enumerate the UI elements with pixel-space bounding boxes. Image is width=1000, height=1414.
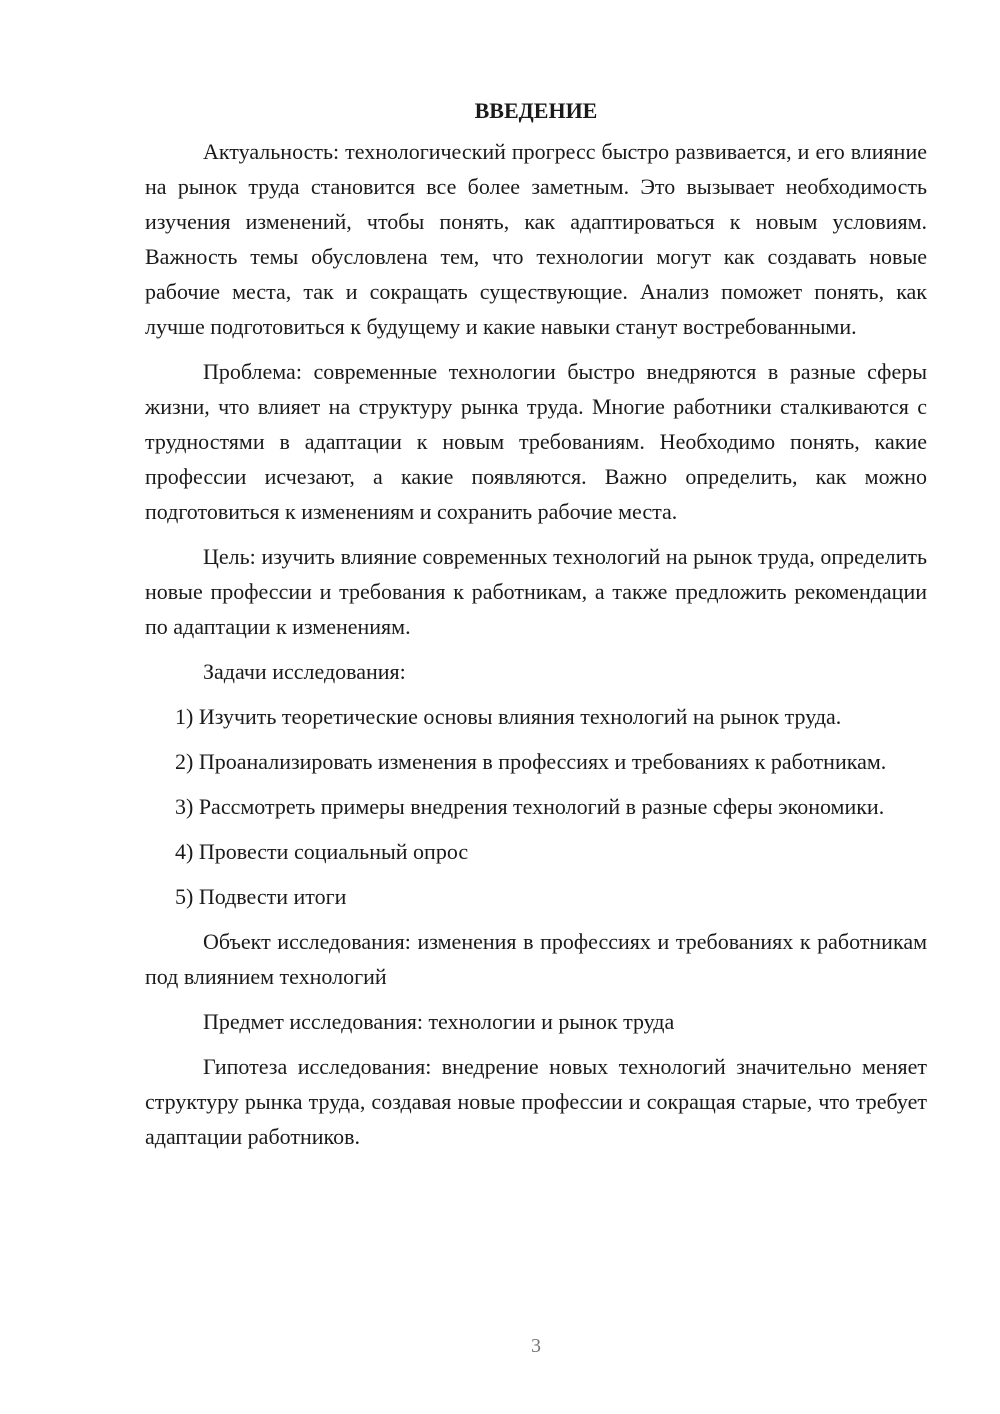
- task-item: 4) Провести социальный опрос: [175, 839, 469, 864]
- page-title: ВВЕДЕНИЕ: [474, 98, 598, 123]
- problem-paragraph: Проблема: современные технологии быстро внедряются в разные сферы жизни, что влияет на структуру рынка труда. Многие работники сталкиваются с трудностями в адаптации к новым требованиям. Необходимо понять, какие профессии исчезают, а какие появляются. Важно определить, как можно подготовиться к изменениям и сохранить рабочие места.: [145, 359, 927, 524]
- document-page: [145, 94, 927, 1164]
- tasks-heading: Задачи исследования:: [203, 659, 406, 684]
- page-number: 3: [531, 1335, 541, 1357]
- goal-paragraph: Цель: изучить влияние современных технологий на рынок труда, определить новые профессии и требования к работникам, а также предложить рекомендации по адаптации к изменениям.: [145, 544, 927, 639]
- subject-paragraph: Предмет исследования: технологии и рынок труда: [203, 1009, 675, 1034]
- task-item: 2) Проанализировать изменения в профессиях и требованиях к работникам.: [175, 749, 887, 774]
- task-item: 1) Изучить теоретические основы влияния технологий на рынок труда.: [175, 704, 842, 729]
- relevance-paragraph: Актуальность: технологический прогресс быстро развивается, и его влияние на рынок труда становится все более заметным. Это вызывает необходимость изучения изменений, чтобы понять, как адаптироваться к новым условиям. Важность темы обусловлена тем, что технологии могут как создавать новые рабочие места, так и сокращать существующие. Анализ поможет понять, как лучше подготовиться к будущему и какие навыки станут востребованными.: [145, 139, 927, 339]
- hypothesis-paragraph: Гипотеза исследования: внедрение новых технологий значительно меняет структуру рынка труда, создавая новые профессии и сокращая старые, что требует адаптации работников.: [145, 1054, 927, 1149]
- task-item: 3) Рассмотреть примеры внедрения технологий в разные сферы экономики.: [175, 794, 885, 819]
- object-paragraph: Объект исследования: изменения в профессиях и требованиях к работникам под влиянием технологий: [145, 929, 927, 989]
- task-item: 5) Подвести итоги: [175, 884, 347, 909]
